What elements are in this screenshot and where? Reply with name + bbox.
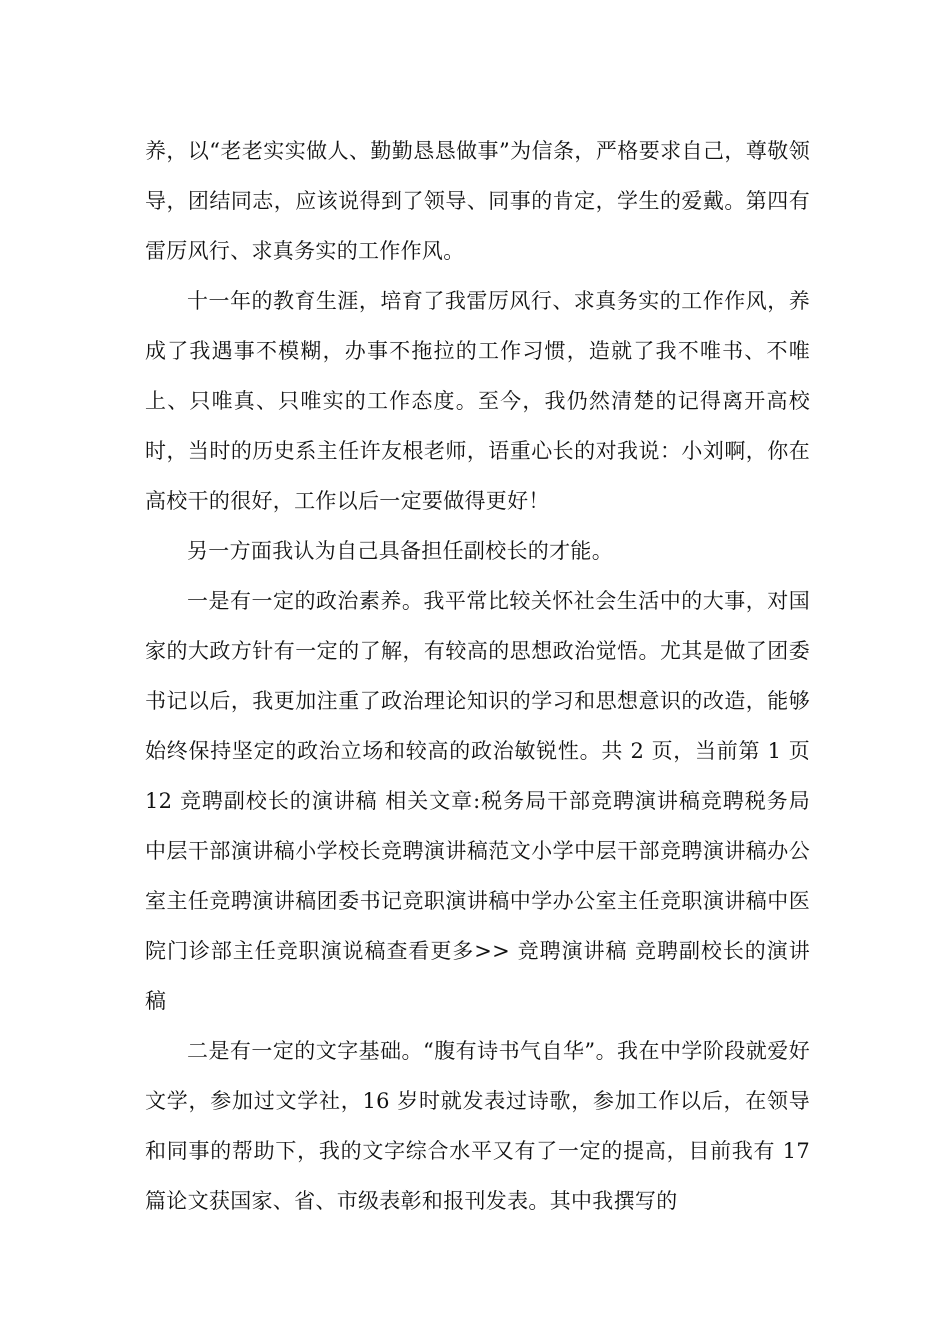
paragraph: 养，以“老老实实做人、勤勤恳恳做事”为信条，严格要求自己，尊敬领导，团结同志，应该说得到了领导、同事的肯定，学生的爱戴。第四有雷厉风行、求真务实的工作作风。 — [145, 139, 810, 263]
paragraph: 十一年的教育生涯，培育了我雷厉风行、求真务实的工作作风，养成了我遇事不模糊，办事不拖拉的工作习惯，造就了我不唯书、不唯上、只唯真、只唯实的工作态度。至今，我仍然清楚的记得离开高校时，当时的历史系主任许友根老师，语重心长的对我说：小刘啊，你在高校干的很好，工作以后一定要做得更好！ — [145, 289, 810, 513]
paragraph: 一是有一定的政治素养。我平常比较关怀社会生活中的大事，对国家的大政方针有一定的了解，有较高的思想政治觉悟。尤其是做了团委书记以后，我更加注重了政治理论知识的学习和思想意识的改造，能够始终保持坚定的政治立场和较高的政治敏锐性。共 2 页，当前第 1 页 12 竞聘副校长的演讲稿 相关文章:税务局干部竞聘演讲稿竞聘税务局中层干部演讲稿小学校长竞聘演讲稿范文小学中层干部竞聘演讲稿办公室主任竞聘演讲稿团委书记竞职演讲稿中学办公室主任竞职演讲稿中医院门诊部主任竞职演说稿查看更多>> 竞聘演讲稿 竞聘副校长的演讲稿 — [145, 589, 810, 1013]
paragraph: 二是有一定的文字基础。“腹有诗书气自华”。我在中学阶段就爱好文学，参加过文学社，16 岁时就发表过诗歌，参加工作以后，在领导和同事的帮助下，我的文字综合水平又有了一定的提高，目前我有 17 篇论文获国家、省、市级表彰和报刊发表。其中我撰写的 — [145, 1039, 810, 1213]
paragraph: 另一方面我认为自己具备担任副校长的才能。 — [187, 539, 613, 563]
document-body — [145, 126, 810, 1226]
